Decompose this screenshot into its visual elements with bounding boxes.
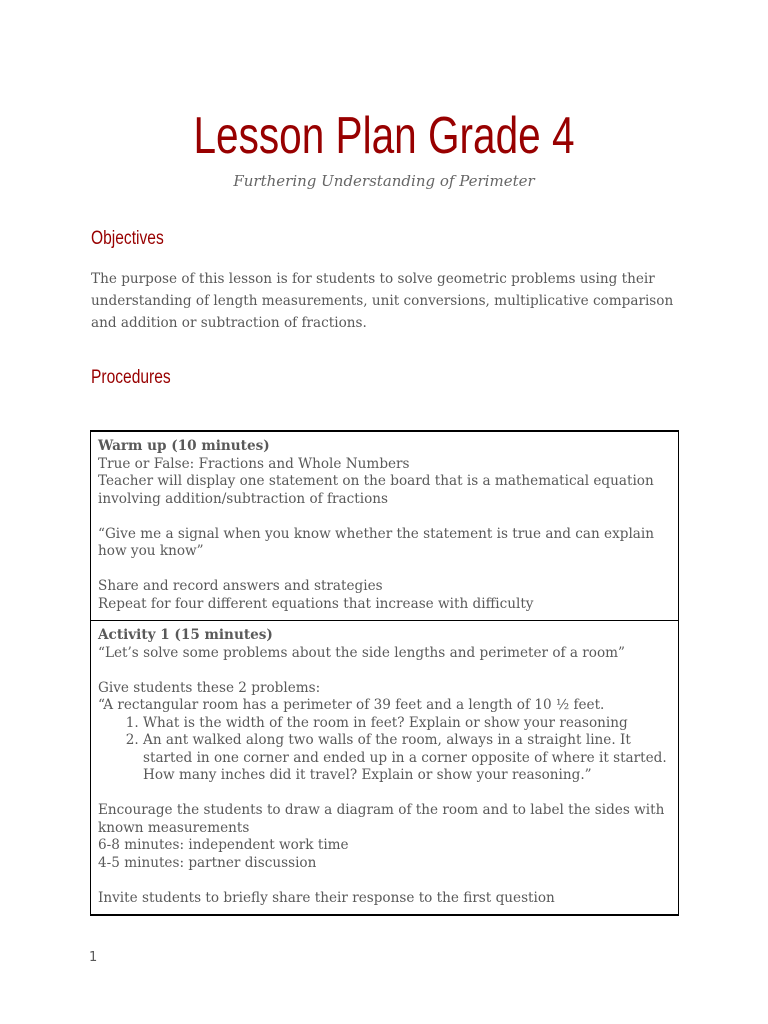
activity-1-row [91, 621, 679, 916]
warm-up-topic: True or False: Fractions and Whole Numbers [98, 455, 410, 472]
warm-up-share: Share and record answers and strategies [98, 578, 383, 594]
warm-up-cell [91, 431, 679, 621]
activity-1-problem-statement: “A rectangular room has a perimeter of 39 feet and a length of 10 ½ feet. [98, 697, 605, 713]
spacer [98, 872, 671, 890]
activity-1-independent-time: 6-8 minutes: independent work time [98, 837, 349, 853]
spacer [98, 561, 671, 579]
activity-1-partner-time: 4-5 minutes: partner discussion [98, 854, 317, 871]
activity-1-give-problems: Give students these 2 problems: [98, 679, 321, 696]
procedures-table [90, 430, 679, 916]
activity-1-question: 1. What is the width of the room in feet? Explain or show your reasoning [143, 715, 671, 733]
page-subtitle: Furthering Understanding of Perimeter [233, 172, 535, 190]
procedures-heading: Procedures [91, 367, 171, 388]
activity-1-share: Invite students to briefly share their response to the first question [98, 889, 555, 906]
spacer [98, 785, 671, 803]
spacer [98, 508, 671, 526]
objectives-text: The purpose of this lesson is for students to solve geometric problems using their understanding of length measurements, unit conversions, multiplicative comparison and addition or subtraction of fractions. [91, 271, 674, 331]
page-title: Lesson Plan Grade 4 [193, 107, 575, 165]
activity-1-question: 2. An ant walked along two walls of the room, always in a straight line. It started in one corner and ended up in a corner opposite of where it started. How many inches did it travel? Explain or show your reasoning.” [143, 732, 671, 785]
warm-up-repeat: Repeat for four different equations that increase with difficulty [98, 595, 534, 612]
spacer [98, 662, 671, 680]
warm-up-row [91, 431, 679, 621]
activity-1-question-list [98, 715, 671, 785]
objectives-heading: Objectives [91, 228, 164, 249]
activity-1-intro: “Let’s solve some problems about the side lengths and perimeter of a room” [98, 644, 626, 661]
activity-1-diagram-note: Encourage the students to draw a diagram of the room and to label the sides with known measurements [98, 802, 665, 836]
warm-up-instructions: Teacher will display one statement on the board that is a mathematical equation involving addition/subtraction of fractions [98, 473, 654, 507]
warm-up-title: Warm up (10 minutes) [98, 438, 270, 454]
activity-1-title: Activity 1 (15 minutes) [98, 627, 273, 643]
warm-up-prompt: “Give me a signal when you know whether the statement is true and can explain how you know” [98, 525, 655, 559]
page-number: 1 [89, 950, 98, 965]
activity-1-cell [91, 621, 679, 916]
